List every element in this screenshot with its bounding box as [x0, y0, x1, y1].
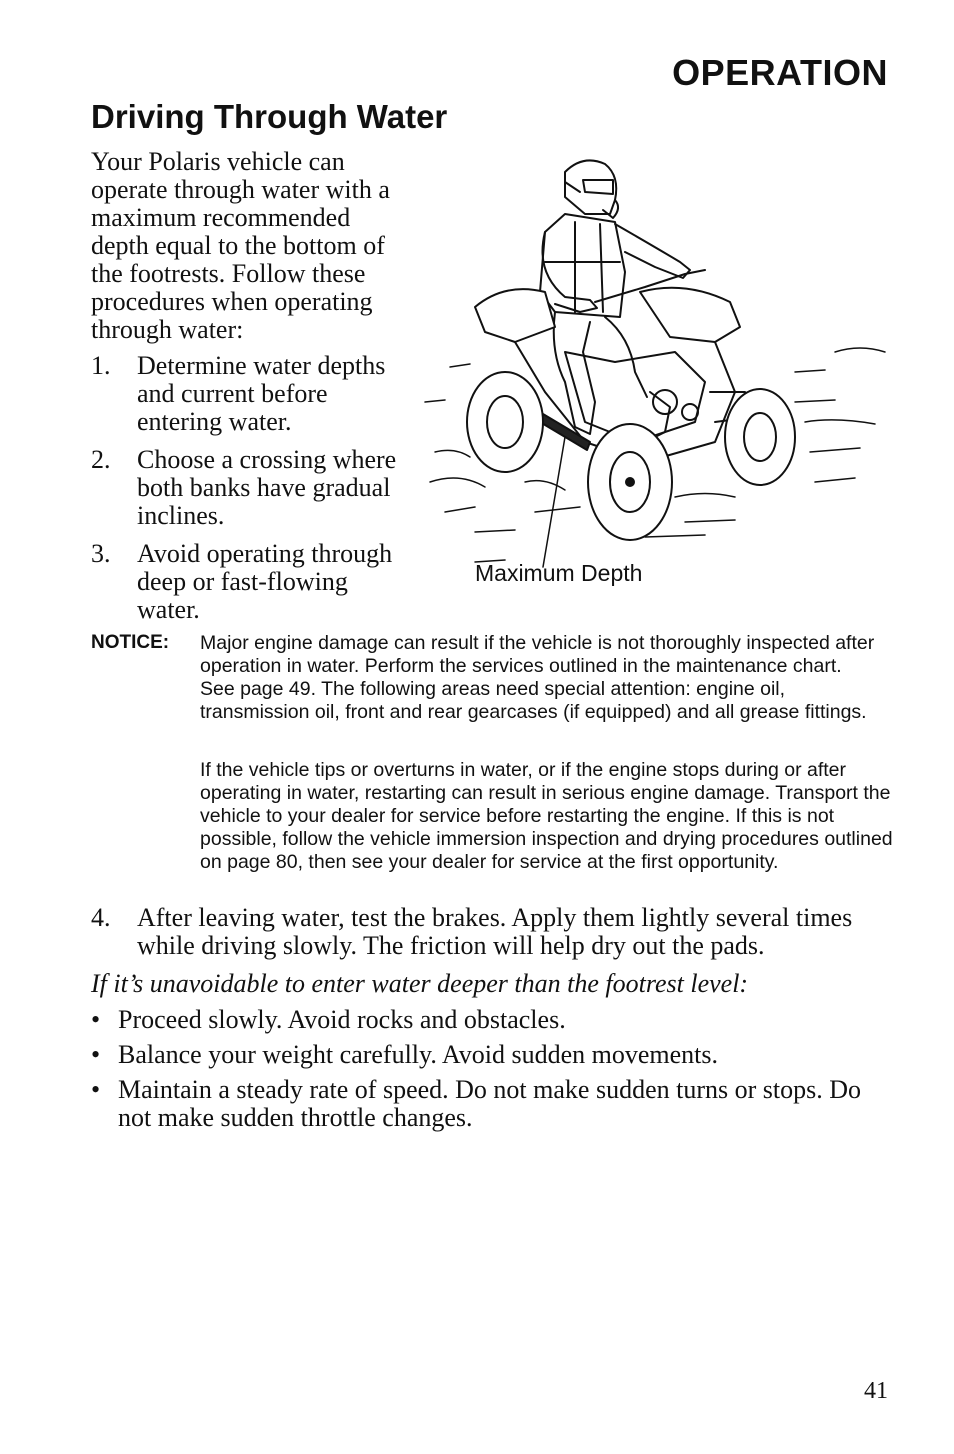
step-text: Avoid operating through deep or fast-flowing water. [137, 539, 393, 624]
bullet-text: Balance your weight carefully. Avoid sudden movements. [118, 1040, 719, 1069]
figure-caption: Maximum Depth [475, 560, 643, 586]
bullet-list [91, 1006, 891, 1139]
bullet-icon: • [91, 1005, 101, 1034]
step-text: After leaving water, test the brakes. Apply them lightly several times while driving slowly. The friction will help dry out the pads. [137, 903, 853, 960]
procedure-steps [91, 352, 401, 634]
step-text: Determine water depths and current before entering water. [137, 351, 386, 436]
notice-paragraph: If the vehicle tips or overturns in water, or if the engine stops during or after operating in water, restarting can result in serious engine damage. Transport the vehicle to your dealer for service before restarting the engine. If this is not possible, follow the vehicle immersion inspection and drying procedures outlined on page 80, then see your dealer for service at the first opportunity. [200, 759, 893, 873]
conditional-heading: If it’s unavoidable to enter water deeper than the footrest level: [91, 969, 749, 998]
step-item [91, 540, 401, 624]
step-item [91, 352, 401, 436]
page-number: 41 [864, 1378, 888, 1404]
intro-paragraph: Your Polaris vehicle can operate through water with a maximum recommended depth equal to the bottom of the footrests. Follow these procedures when operating through water: [91, 147, 390, 344]
bullet-text: Proceed slowly. Avoid rocks and obstacles. [118, 1005, 566, 1034]
bullet-icon: • [91, 1040, 101, 1069]
step-text: Choose a crossing where both banks have gradual inclines. [137, 445, 397, 530]
notice-paragraph: Major engine damage can result if the vehicle is not thoroughly inspected after operation in water. Perform the services outlined in the maintenance chart. See page 49. The following areas need special attention: engine oil, transmission oil, front and rear gearcases (if equipped) and all grease fittings. [200, 632, 875, 723]
step-number: 1. [91, 351, 111, 380]
atv-rider-in-water-icon [415, 152, 895, 592]
notice-label: NOTICE: [91, 632, 170, 653]
section-header: OPERATION [672, 52, 888, 93]
step-number: 3. [91, 539, 111, 568]
page-title: Driving Through Water [91, 98, 448, 135]
list-item [91, 1076, 891, 1132]
step-number: 2. [91, 445, 111, 474]
step-item [91, 904, 891, 960]
step-number: 4. [91, 903, 111, 932]
list-item [91, 1041, 891, 1069]
bullet-text: Maintain a steady rate of speed. Do not make sudden turns or stops. Do not make sudden throttle changes. [118, 1075, 862, 1132]
list-item [91, 1006, 891, 1034]
bullet-icon: • [91, 1075, 101, 1104]
step-item [91, 446, 401, 530]
atv-figure [415, 152, 895, 592]
